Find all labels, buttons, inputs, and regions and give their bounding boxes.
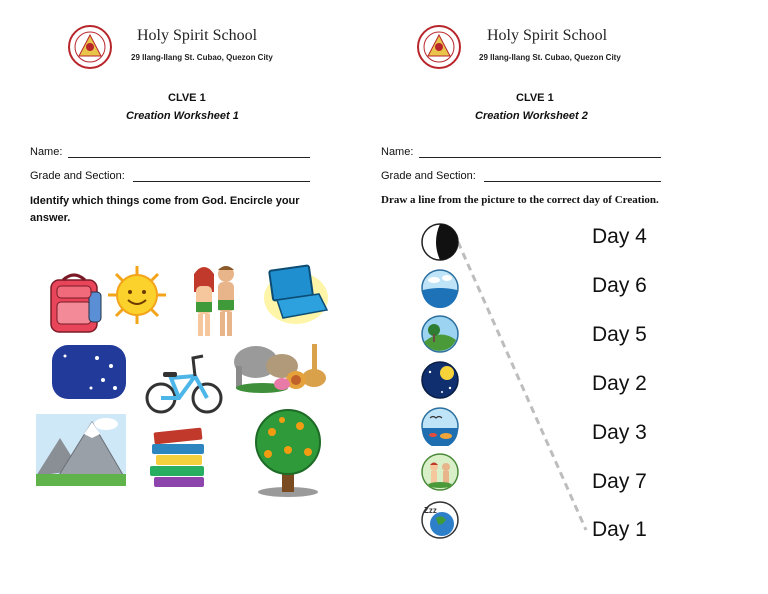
sun-icon[interactable]	[106, 264, 168, 326]
day-label: Day 4	[592, 225, 647, 248]
animals-icon[interactable]	[230, 340, 334, 398]
school-address-right: 29 Ilang-Ilang St. Cubao, Quezon City	[479, 53, 621, 62]
sky-water-icon[interactable]	[420, 268, 460, 308]
day-label: Day 1	[592, 518, 647, 541]
rest-earth-icon[interactable]	[420, 500, 460, 540]
adam-eve-icon[interactable]	[188, 262, 242, 340]
name-blank[interactable]	[68, 157, 310, 158]
worksheet-title-right: Creation Worksheet 2	[475, 110, 588, 122]
animals-people-icon[interactable]	[420, 452, 460, 492]
day-label: Day 2	[592, 372, 647, 395]
grade-section-label: Grade and Section:	[30, 170, 125, 182]
bicycle-icon[interactable]	[143, 352, 225, 418]
backpack-icon[interactable]	[43, 272, 105, 336]
sun-moon-stars-icon[interactable]	[420, 360, 460, 400]
grade-section-label-right: Grade and Section:	[381, 170, 476, 182]
day-label: Day 7	[592, 470, 647, 493]
birds-fish-icon[interactable]	[420, 406, 460, 446]
school-logo-right	[417, 25, 461, 69]
name-label: Name:	[30, 146, 63, 158]
tree-icon[interactable]	[248, 406, 328, 498]
day-label: Day 6	[592, 274, 647, 297]
school-address: 29 Ilang-Ilang St. Cubao, Quezon City	[131, 53, 273, 62]
name-blank-right[interactable]	[419, 157, 661, 158]
light-darkness-icon[interactable]	[420, 222, 460, 262]
school-name: Holy Spirit School	[137, 27, 258, 44]
mountains-icon[interactable]	[36, 414, 126, 486]
course-title-right: CLVE 1	[516, 92, 554, 104]
books-icon[interactable]	[148, 424, 210, 490]
day-label: Day 3	[592, 421, 647, 444]
moon-stars-icon[interactable]	[51, 344, 127, 400]
worksheet-title: Creation Worksheet 1	[126, 110, 239, 122]
land-plants-icon[interactable]	[420, 314, 460, 354]
school-name-right: Holy Spirit School	[487, 27, 608, 44]
grade-section-blank[interactable]	[133, 181, 310, 182]
laptop-icon[interactable]	[263, 264, 329, 326]
example-match-line	[380, 220, 620, 560]
name-label-right: Name:	[381, 146, 414, 158]
instruction-text-right: Draw a line from the picture to the correct day of Creation.	[381, 194, 659, 206]
course-title: CLVE 1	[168, 92, 206, 104]
instruction-text: Identify which things come from God. Encircle your answer.	[30, 195, 300, 224]
day-label: Day 5	[592, 323, 647, 346]
school-logo-left	[68, 25, 112, 69]
grade-section-blank-right[interactable]	[484, 181, 661, 182]
svg-text:Zzz: Zzz	[424, 506, 437, 515]
